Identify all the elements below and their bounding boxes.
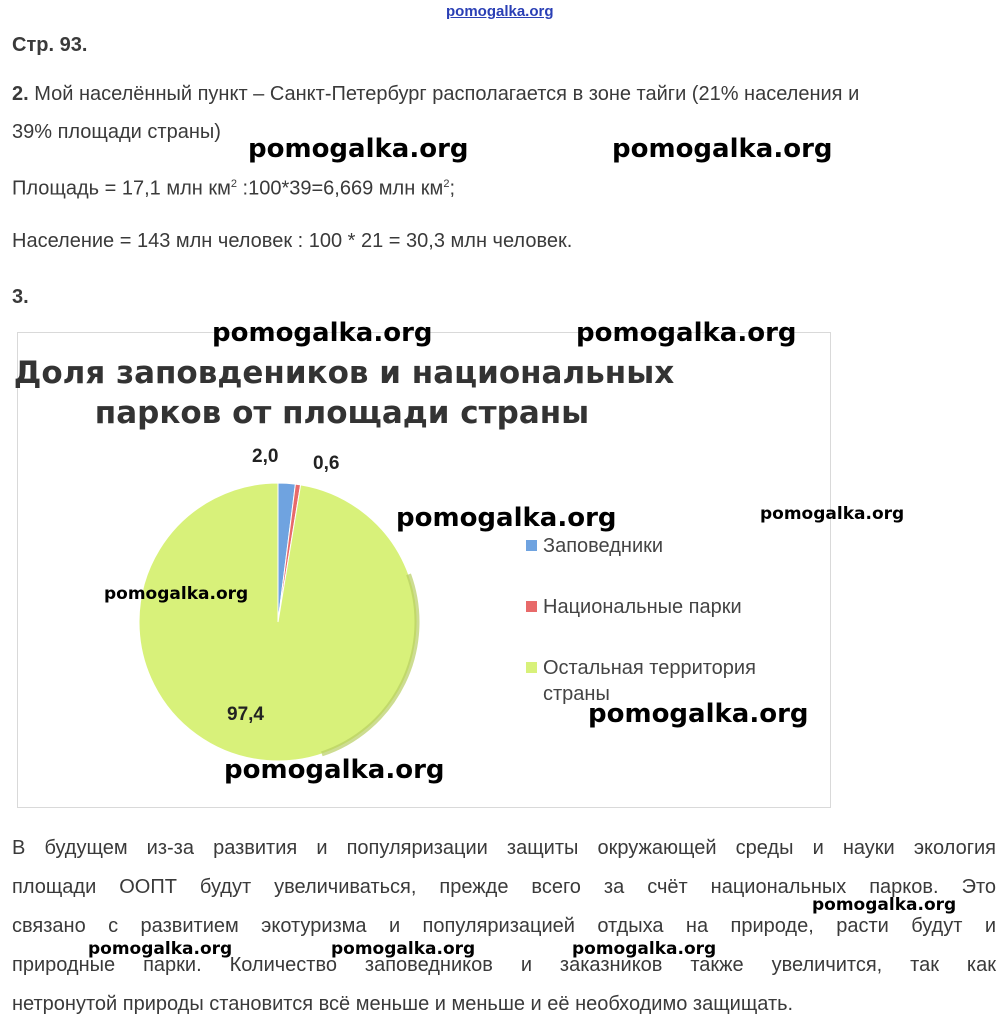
watermark-text: pomogalka.org <box>588 699 809 729</box>
legend-label-reserves: Заповедники <box>543 535 664 557</box>
watermark-text: pomogalka.org <box>396 503 617 533</box>
watermark-text: pomogalka.org <box>224 755 445 785</box>
area-mid: :100*39=6,669 млн км <box>236 177 444 200</box>
pie-chart-panel <box>13 332 831 808</box>
legend-item-reserves <box>526 533 663 559</box>
legend-label-rest-1: Остальная территория <box>543 657 756 679</box>
task2-number: 2. <box>12 83 29 105</box>
conclusion-paragraph <box>12 829 996 1024</box>
data-label-national-parks: 0,6 <box>313 453 340 474</box>
task2-line1 <box>12 82 996 106</box>
conclusion-line-1: В будущем из-за развития и популяризации защиты окружающей среды и науки экология <box>12 837 996 859</box>
conclusion-line-4: природные парки. Количество заповедников и заказников также увеличится, так как <box>12 954 996 976</box>
legend-swatch-reserves <box>526 540 537 551</box>
conclusion-line-5: нетронутой природы становится всё меньше и меньше и её необходимо защищать. <box>12 993 794 1015</box>
watermark-text: pomogalka.org <box>331 939 476 959</box>
legend-label-rest-2: страны <box>543 683 610 705</box>
watermark-text: pomogalka.org <box>572 939 717 959</box>
chart-title-line2: парков от площади страны <box>94 395 590 431</box>
area-sup-2: 2 <box>443 178 450 190</box>
page-heading: Стр. 93. <box>12 34 88 56</box>
watermark-text: pomogalka.org <box>248 134 469 164</box>
legend-swatch-rest <box>526 662 537 673</box>
pie-chart <box>18 333 830 807</box>
conclusion-line-2: площади ООПТ будут увеличиваться, прежде всего за счёт национальных парков. Это <box>12 876 996 898</box>
watermark-top-link[interactable]: pomogalka.org <box>446 3 554 20</box>
area-sup-1: 2 <box>230 178 237 190</box>
task2-line2: 39% площади страны) <box>12 121 221 143</box>
legend-item-national-parks <box>526 594 742 620</box>
legend-label-national-parks: Национальные парки <box>543 596 742 618</box>
conclusion-line-3: связано с развитием экотуризма и популяризацией отдыха на природе, расти будут и <box>12 915 996 937</box>
watermark-text: pomogalka.org <box>212 318 433 348</box>
watermark-text: pomogalka.org <box>576 318 797 348</box>
watermark-text: pomogalka.org <box>612 134 833 164</box>
area-suffix: ; <box>449 177 455 200</box>
data-label-reserves: 2,0 <box>252 446 279 467</box>
task2-text-line1: Мой населённый пункт – Санкт-Петербург располагается в зоне тайги (21% населения и <box>34 83 860 105</box>
legend-item-rest <box>526 655 756 681</box>
data-label-rest: 97,4 <box>227 704 264 725</box>
watermark-text: pomogalka.org <box>104 584 249 604</box>
area-prefix: Площадь = 17,1 млн км <box>12 177 231 200</box>
watermark-text: pomogalka.org <box>760 504 905 524</box>
area-formula <box>12 172 455 201</box>
task3-number: 3. <box>12 286 29 308</box>
chart-title-line1: Доля заповдеников и национальных <box>13 355 675 391</box>
watermark-text: pomogalka.org <box>812 895 957 915</box>
legend-swatch-national-parks <box>526 601 537 612</box>
watermark-text: pomogalka.org <box>88 939 233 959</box>
population-formula: Население = 143 млн человек : 100 * 21 = 30,3 млн человек. <box>12 230 573 252</box>
